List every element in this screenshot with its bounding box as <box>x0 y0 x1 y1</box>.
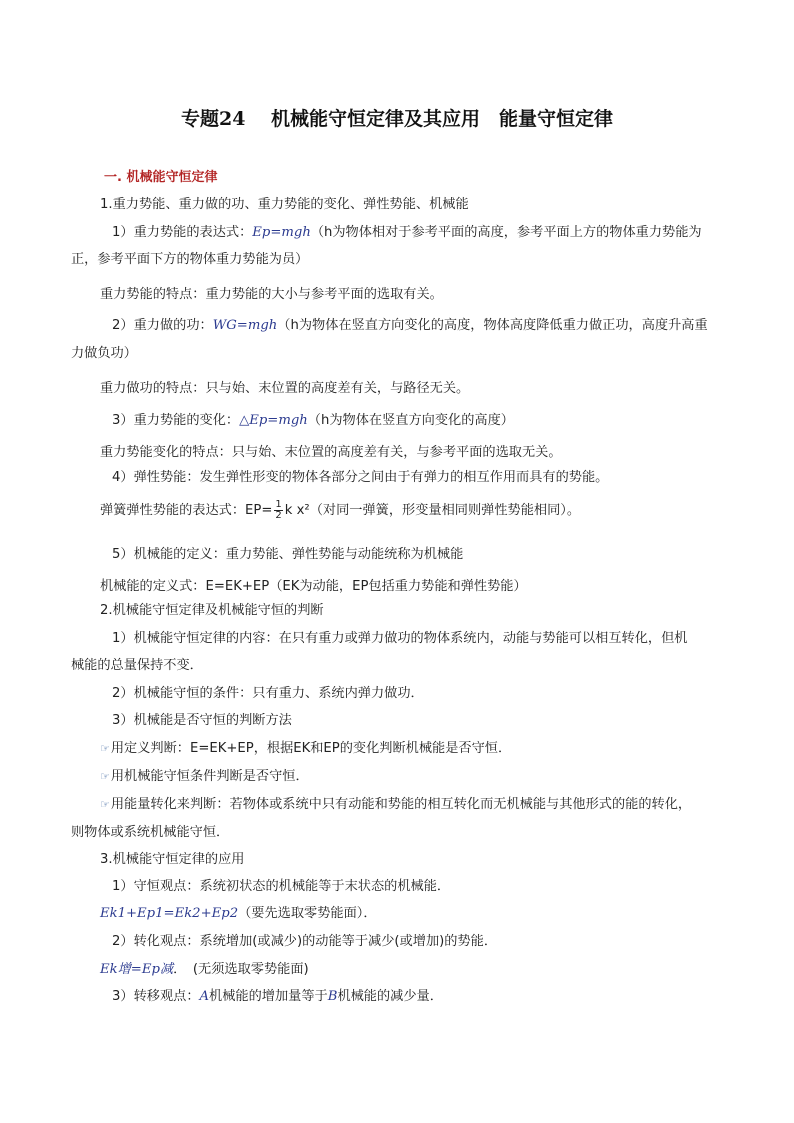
text: （h为物体在竖直方向变化的高度） <box>307 413 514 428</box>
text: （h为物体相对于参考平面的高度，参考平面上方的物体重力势能为 <box>310 225 702 240</box>
text: （要先选取零势能面）． <box>238 906 377 921</box>
paragraph-conversion-formula <box>100 962 309 978</box>
paragraph-conservation-formula <box>100 906 377 922</box>
subheading-2: 2.机械能守恒定律及机械能守恒的判断 <box>100 603 324 618</box>
formula-ek-ep: Ek增=Ep减 <box>100 962 174 977</box>
paragraph-spring-energy <box>100 498 580 524</box>
formula-energy-balance: Ek1+Ep1=Ek2+Ep2 <box>100 906 239 921</box>
fraction-denominator: 2 <box>275 509 282 521</box>
paragraph-continuation: 力做负功） <box>71 346 137 361</box>
text: 机械能的增加量等于 <box>209 989 328 1004</box>
paragraph-conservation-law: 1）机械能守恒定律的内容：在只有重力或弹力做功的物体系统内，动能与势能可以相互转化，但机 <box>112 631 688 646</box>
paragraph-mechanical-energy-formula: 机械能的定义式：E=EK+EP（EK为动能，EP包括重力势能和弹性势能） <box>100 579 527 594</box>
text: （对同一弹簧，形变量相同则弹性势能相同）。 <box>309 503 581 518</box>
paragraph-feature: 重力势能的特点：重力势能的大小与参考平面的选取有关。 <box>100 287 443 302</box>
page-title: 专题24 机械能守恒定律及其应用 能量守恒定律 <box>180 108 614 130</box>
text: ． (无须选取零势能面) <box>173 962 309 977</box>
pointing-hand-icon: ☞ <box>100 770 110 783</box>
pointing-hand-icon: ☞ <box>100 798 110 811</box>
text: 3）转移观点： <box>112 989 200 1004</box>
list-item <box>100 769 309 785</box>
paragraph-judgement-methods: 3）机械能是否守恒的判断方法 <box>112 713 292 728</box>
paragraph-mechanical-energy-definition: 5）机械能的定义：重力势能、弹性势能与动能统称为机械能 <box>112 547 464 562</box>
text: 1）重力势能的表达式： <box>112 225 253 240</box>
text: 机械能的减少量． <box>337 989 443 1004</box>
paragraph-conservation-condition: 2）机械能守恒的条件：只有重力、系统内弹力做功． <box>112 686 424 701</box>
variable-a: A <box>199 989 210 1004</box>
text: 用定义判断：E=EK+EP，根据EK和EP的变化判断机械能是否守恒． <box>110 741 512 756</box>
paragraph-continuation: 械能的总量保持不变． <box>71 658 203 673</box>
paragraph-feature: 重力做功的特点：只与始、末位置的高度差有关，与路径无关。 <box>100 381 470 396</box>
formula-wg: WG=mgh <box>212 318 278 333</box>
text: 3）重力势能的变化： <box>112 413 240 428</box>
fraction-numerator: 1 <box>275 498 282 510</box>
paragraph-potential-change <box>112 413 514 429</box>
paragraph-elastic-energy: 4）弹性势能：发生弹性形变的物体各部分之间由于有弹力的相互作用而具有的势能。 <box>112 470 609 485</box>
text: 2）重力做的功： <box>112 318 213 333</box>
subheading-3: 3.机械能守恒定律的应用 <box>100 852 245 867</box>
paragraph-conservation-view: 1）守恒观点：系统初状态的机械能等于末状态的机械能． <box>112 879 451 894</box>
text: 用能量转化来判断：若物体或系统中只有动能和势能的相互转化而无机械能与其他形式的能的转化， <box>110 797 692 812</box>
paragraph-transfer-view <box>112 989 443 1005</box>
pointing-hand-icon: ☞ <box>100 742 110 755</box>
text: （h为物体在竖直方向变化的高度，物体高度降低重力做正功，高度升高重 <box>277 318 708 333</box>
text: k x² <box>284 503 310 518</box>
subheading-1: 1.重力势能、重力做的功、重力势能的变化、弹性势能、机械能 <box>100 197 469 212</box>
variable-b: B <box>327 989 338 1004</box>
paragraph-conversion-view: 2）转化观点：系统增加(或减少)的动能等于减少(或增加)的势能． <box>112 934 498 949</box>
text: 弹簧弹性势能的表达式：EP= <box>100 503 273 518</box>
paragraph-feature: 重力势能变化的特点：只与始、末位置的高度差有关，与参考平面的选取无关。 <box>100 445 562 460</box>
paragraph-potential-energy-expression <box>112 225 702 241</box>
paragraph-gravity-work <box>112 318 708 334</box>
section-heading-1: 一. 机械能守恒定律 <box>104 170 218 185</box>
formula-ep: Ep=mgh <box>252 225 311 240</box>
list-item <box>100 797 691 813</box>
list-item <box>100 741 511 757</box>
formula-delta-ep: △Ep=mgh <box>239 413 308 428</box>
paragraph-continuation: 则物体或系统机械能守恒． <box>71 825 230 840</box>
paragraph-continuation: 正，参考平面下方的物体重力势能为员） <box>71 252 309 267</box>
fraction-one-half <box>274 500 282 521</box>
text: 用机械能守恒条件判断是否守恒． <box>110 769 309 784</box>
